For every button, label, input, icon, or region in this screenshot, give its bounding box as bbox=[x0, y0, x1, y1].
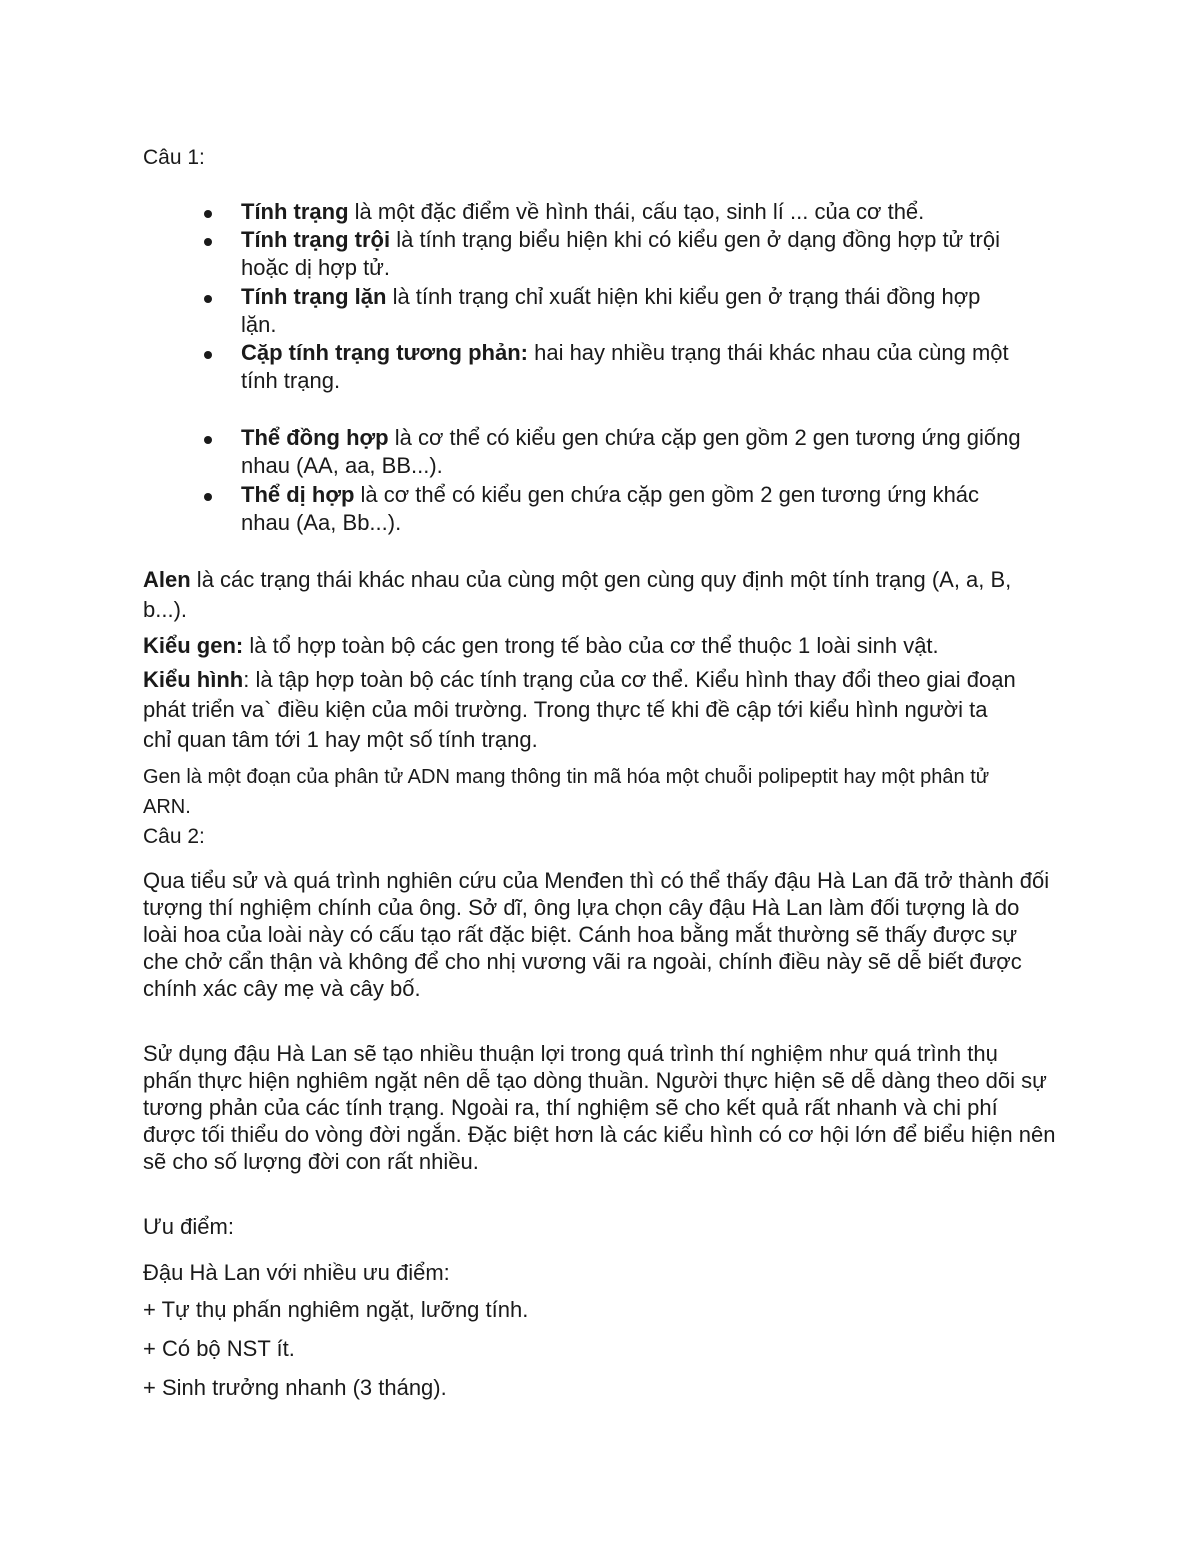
bullet-dot-icon bbox=[204, 295, 212, 303]
bullet-dot-icon bbox=[204, 493, 212, 501]
bullet-continuation: hoặc dị hợp tử. bbox=[241, 255, 391, 280]
kieu-gen-definition bbox=[143, 631, 939, 661]
bullet-dot-icon bbox=[204, 436, 212, 444]
paragraph-line: Qua tiểu sử và quá trình nghiên cứu của Menđen thì có thể thấy đậu Hà Lan đã trở thành đối bbox=[143, 868, 1050, 893]
uu-diem-item bbox=[143, 1334, 295, 1364]
definition-continuation: chỉ quan tâm tới 1 hay một số tính trạng. bbox=[143, 727, 538, 752]
definition-continuation: b...). bbox=[143, 597, 188, 622]
bullet-rest: là cơ thể có kiểu gen chứa cặp gen gồm 2 gen tương ứng khác bbox=[354, 482, 980, 507]
paragraph-line: chính xác cây mẹ và cây bố. bbox=[143, 976, 421, 1001]
paragraph-line: sẽ cho số lượng đời con rất nhiều. bbox=[143, 1149, 479, 1174]
gen-line: Gen là một đoạn của phân tử ADN mang thông tin mã hóa một chuỗi polipeptit hay một phân tử bbox=[143, 766, 990, 788]
paragraph-line: Sử dụng đậu Hà Lan sẽ tạo nhiều thuận lợi trong quá trình thí nghiệm như quá trình thụ bbox=[143, 1041, 998, 1066]
bullet-term: Thể dị hợp bbox=[241, 482, 355, 507]
uu-diem-item-text: + Sinh trưởng nhanh (3 tháng). bbox=[143, 1375, 447, 1400]
uu-diem-heading bbox=[143, 1212, 234, 1242]
bullet-dot-icon bbox=[204, 351, 212, 359]
gen-line: ARN. bbox=[143, 796, 191, 818]
bullet-dot-icon bbox=[204, 210, 212, 218]
uu-diem-item-text: + Tự thụ phấn nghiêm ngặt, lưỡng tính. bbox=[143, 1297, 529, 1322]
alen-definition bbox=[143, 565, 1011, 625]
bullet-rest: là tính trạng biểu hiện khi có kiểu gen ở dạng đồng hợp tử trội bbox=[390, 227, 1000, 252]
bullet-continuation: nhau (AA, aa, BB...). bbox=[241, 453, 443, 478]
bullet-rest: là cơ thể có kiểu gen chứa cặp gen gồm 2 gen tương ứng giống bbox=[388, 425, 1021, 450]
paragraph-line: tương phản của các tính trạng. Ngoài ra, thí nghiệm sẽ cho kết quả rất nhanh và chi phí bbox=[143, 1095, 998, 1120]
bullet-continuation: tính trạng. bbox=[241, 368, 341, 393]
cau2-paragraph-1 bbox=[143, 867, 1049, 1002]
bullet-term: Tính trạng bbox=[241, 199, 349, 224]
paragraph-line: che chở cẩn thận và không để cho nhị vương vãi ra ngoài, chính điều này sẽ dễ biết được bbox=[143, 949, 1022, 974]
uu-diem-item-text: + Có bộ NST ít. bbox=[143, 1336, 295, 1361]
definition-term: Kiểu hình bbox=[143, 667, 244, 692]
uu-diem-item bbox=[143, 1373, 447, 1403]
definition-continuation: phát triển va` điều kiện của môi trường. Trong thực tế khi đề cập tới kiểu hình người ta bbox=[143, 697, 988, 722]
bullet-continuation: nhau (Aa, Bb...). bbox=[241, 510, 402, 535]
bullet-continuation: lặn. bbox=[241, 312, 277, 337]
bullet-rest: là tính trạng chỉ xuất hiện khi kiểu gen ở trạng thái đồng hợp bbox=[386, 284, 981, 309]
definition-rest: là các trạng thái khác nhau của cùng một gen cùng quy định một tính trạng (A, a, B, bbox=[190, 567, 1012, 592]
bullet-term: Cặp tính trạng tương phản: bbox=[241, 340, 528, 365]
paragraph-line: phấn thực hiện nghiêm ngặt nên dễ tạo dòng thuần. Người thực hiện sẽ dễ dàng theo dõi sự bbox=[143, 1068, 1047, 1093]
bullet-term: Thể đồng hợp bbox=[241, 425, 389, 450]
definition-rest: là tổ hợp toàn bộ các gen trong tế bào của cơ thể thuộc 1 loài sinh vật. bbox=[243, 633, 939, 658]
cau1-heading: Câu 1: bbox=[143, 146, 205, 169]
kieu-hinh-definition bbox=[143, 665, 1016, 755]
uu-diem-intro bbox=[143, 1258, 450, 1288]
bullet-term: Tính trạng trội bbox=[241, 227, 391, 252]
bullet-rest: là một đặc điểm về hình thái, cấu tạo, sinh lí ... của cơ thể. bbox=[348, 199, 925, 224]
paragraph-line: được tối thiểu do vòng đời ngắn. Đặc biệt hơn là các kiểu hình có cơ hội lớn để biểu hiện nên bbox=[143, 1122, 1056, 1147]
gen-definition bbox=[143, 762, 989, 822]
bullet-rest: hai hay nhiều trạng thái khác nhau của cùng một bbox=[527, 340, 1009, 365]
uu-diem-heading-text: Ưu điểm: bbox=[143, 1214, 234, 1239]
definition-term: Alen bbox=[143, 567, 191, 592]
paragraph-line: loài hoa của loài này có cấu tạo rất đặc biệt. Cánh hoa bằng mắt thường sẽ thấy được sự bbox=[143, 922, 1018, 947]
bullet-term: Tính trạng lặn bbox=[241, 284, 387, 309]
paragraph-line: tượng thí nghiệm chính của ông. Sở dĩ, ông lựa chọn cây đậu Hà Lan làm đối tượng là do bbox=[143, 895, 1020, 920]
definition-term: Kiểu gen: bbox=[143, 633, 244, 658]
uu-diem-item bbox=[143, 1295, 528, 1325]
cau2-heading: Câu 2: bbox=[143, 825, 205, 848]
cau2-paragraph-2 bbox=[143, 1040, 1055, 1175]
bullet-dot-icon bbox=[204, 238, 212, 246]
uu-diem-intro-text: Đậu Hà Lan với nhiều ưu điểm: bbox=[143, 1260, 450, 1285]
definition-rest: : là tập hợp toàn bộ các tính trạng của cơ thể. Kiểu hình thay đổi theo giai đoạn bbox=[243, 667, 1016, 692]
